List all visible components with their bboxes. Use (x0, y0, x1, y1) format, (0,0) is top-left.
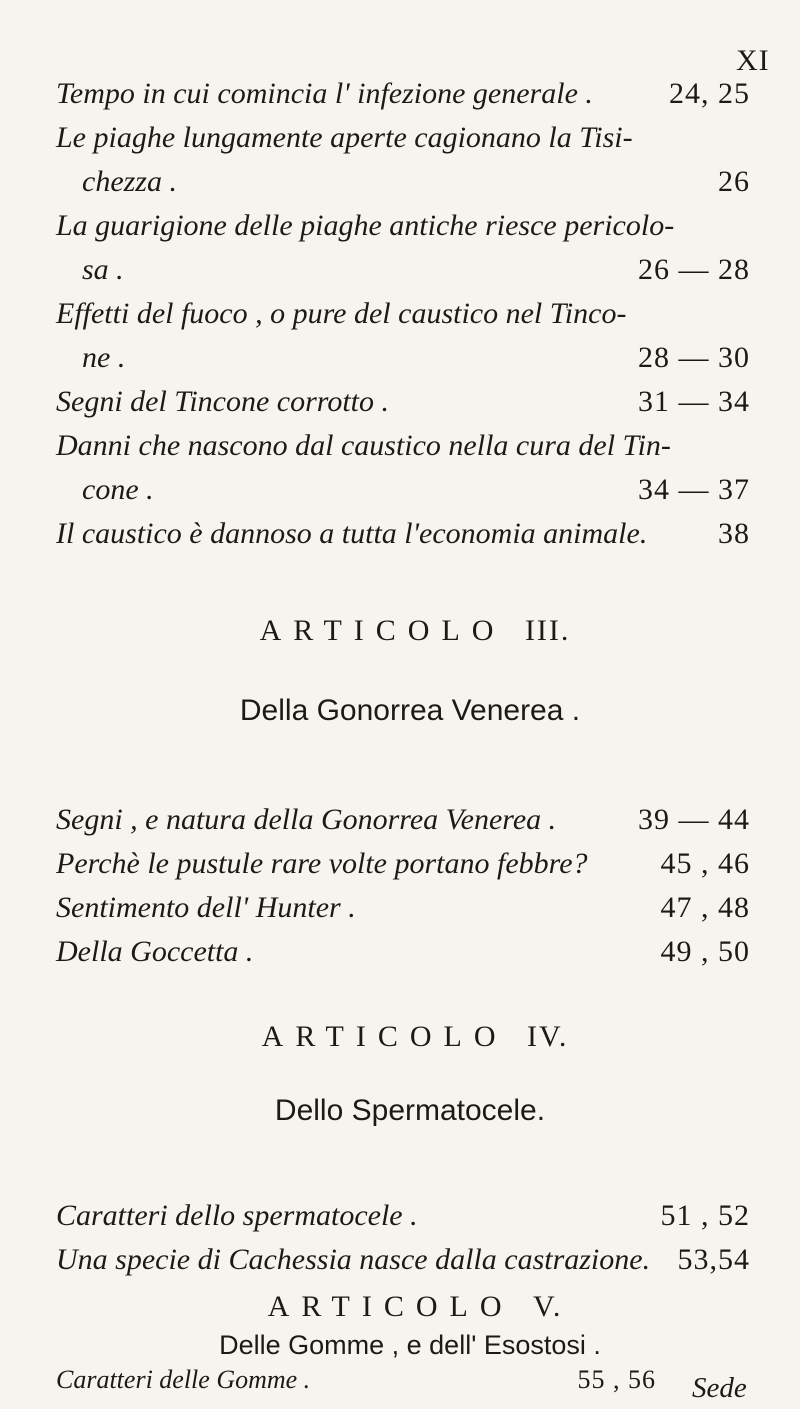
entry-pages: 26 — 28 (638, 253, 750, 286)
article-number: IV. (527, 1020, 569, 1053)
article-number: V. (533, 1290, 563, 1323)
entry-pages: 28 — 30 (638, 341, 750, 374)
entry-text: chezza . (82, 165, 177, 198)
index-entry (56, 380, 750, 424)
index-entry (56, 116, 750, 204)
entry-pages: 39 — 44 (638, 803, 750, 836)
entry-pages: 53,54 (677, 1243, 750, 1276)
entry-pages: 24, 25 (669, 77, 750, 110)
section-title: Dello Spermatocele. (274, 1094, 546, 1127)
article-heading (180, 1020, 650, 1054)
entry-text: Sentimento dell' Hunter . (56, 891, 356, 924)
entry-text: La guarigione delle piaghe antiche riesce pericolo- (56, 209, 675, 242)
entry-text: cone . (82, 473, 154, 506)
entry-text: Caratteri delle Gomme . (56, 1365, 311, 1394)
index-entry (56, 1194, 750, 1238)
entry-pages: 34 — 37 (638, 473, 750, 506)
index-entry (56, 798, 750, 842)
article-label: ARTICOLO (261, 1020, 508, 1053)
entry-text: Segni , e natura della Gonorrea Venerea . (56, 803, 557, 836)
index-entry (56, 1238, 750, 1282)
article-heading (180, 1290, 650, 1324)
entry-text: Segni del Tincone corrotto . (56, 385, 390, 418)
entry-text: Effetti del fuoco , o pure del caustico nel Tinco- (56, 297, 627, 330)
entry-text: Della Goccetta . (56, 935, 254, 968)
section-title: Della Gonorrea Venerea . (239, 694, 581, 727)
index-entry (56, 72, 750, 116)
entry-text: Perchè le pustule rare volte portano febbre? (56, 847, 588, 880)
article-number: III. (524, 614, 571, 647)
index-entry (56, 1362, 656, 1398)
entry-pages: 31 — 34 (638, 385, 750, 418)
index-entry (56, 292, 750, 380)
entry-text: Caratteri dello spermatocele . (56, 1199, 418, 1232)
index-entry (56, 930, 750, 974)
index-entry (56, 842, 750, 886)
entry-text: sa . (82, 253, 124, 286)
entry-pages: 45 , 46 (660, 847, 750, 880)
article-heading (180, 614, 650, 648)
entry-pages: 51 , 52 (660, 1199, 750, 1232)
index-entry (56, 886, 750, 930)
entry-pages: 26 (718, 165, 750, 198)
article-label: ARTICOLO (259, 614, 506, 647)
entry-text: Le piaghe lungamente aperte cagionano la Tisi- (56, 121, 633, 154)
index-entry (56, 424, 750, 512)
entry-text: Danni che nascono dal caustico nella cura del Tin- (56, 429, 671, 462)
entry-pages: 55 , 56 (577, 1365, 656, 1394)
article-label: ARTICOLO (267, 1290, 514, 1323)
entry-pages: 47 , 48 (660, 891, 750, 924)
section-title: Delle Gomme , e dell' Esostosi . (219, 1330, 601, 1360)
page-number: XI (736, 44, 770, 77)
index-entry (56, 512, 750, 556)
entry-pages: 49 , 50 (660, 935, 750, 968)
entry-text: Una specie di Cachessia nasce dalla castrazione. (56, 1243, 651, 1276)
entry-text: Tempo in cui comincia l' infezione generale . (56, 77, 593, 110)
catchword: Sede (692, 1372, 747, 1404)
index-entry (56, 204, 750, 292)
entry-text: ne . (82, 341, 126, 374)
entry-text: Il caustico è dannoso a tutta l'economia animale. (56, 517, 648, 550)
entry-pages: 38 (718, 517, 750, 550)
